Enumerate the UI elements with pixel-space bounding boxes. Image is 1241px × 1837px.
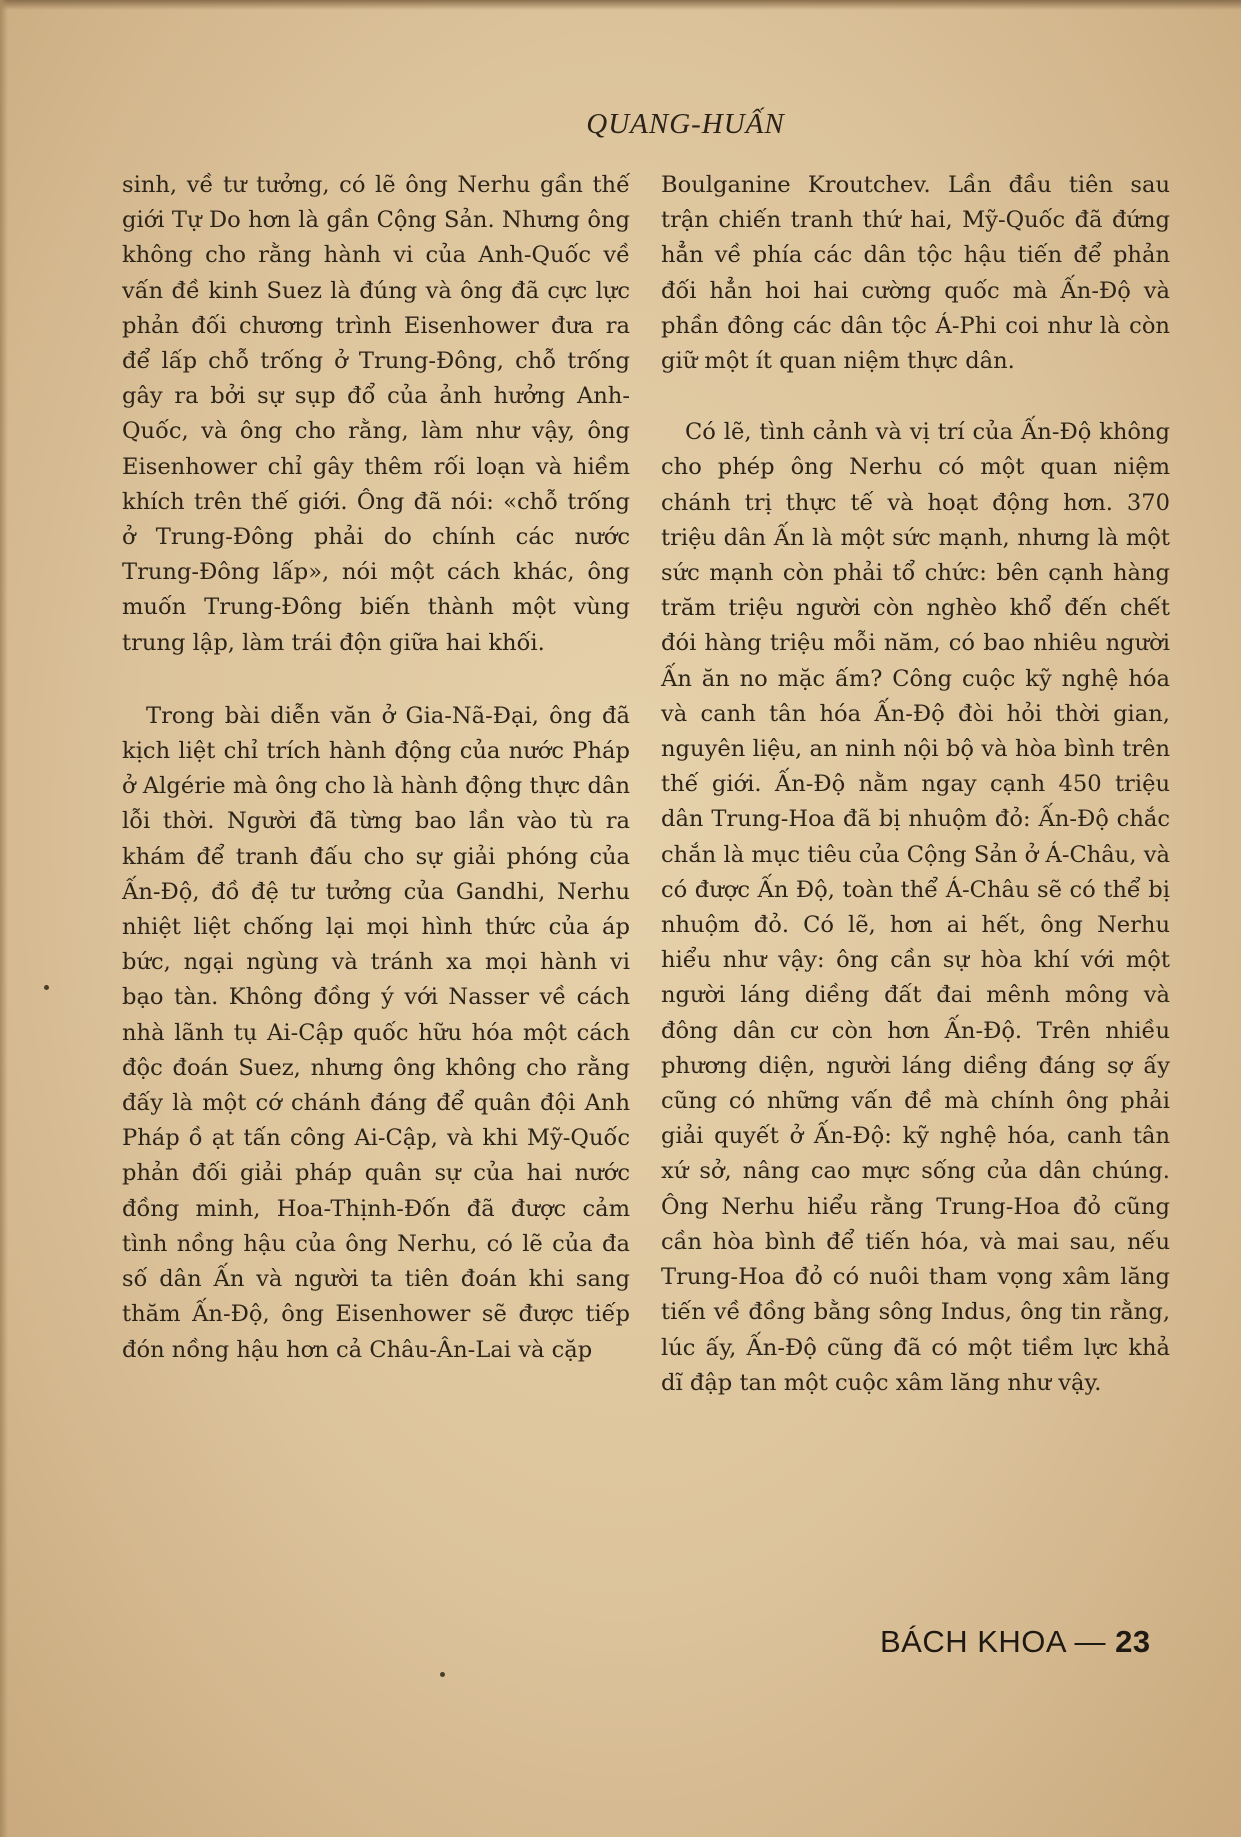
right-text-column xyxy=(661,168,1170,1401)
right-paragraph-2: Có lẽ, tình cảnh và vị trí của Ấn-Độ không cho phép ông Nerhu có một quan niệm chánh trị thực tế và hoạt động hơn. 370 triệu dân Ấn là một sức mạnh, nhưng là một sức mạnh còn phải tổ chức: bên cạnh hàng trăm triệu người còn nghèo khổ đến chết đói hàng triệu mỗi năm, có bao nhiêu người Ấn ăn no mặc ấm? Công cuộc kỹ nghệ hóa và canh tân hóa Ấn-Độ đòi hỏi thời gian, nguyên liệu, an ninh nội bộ và hòa bình trên thế giới. Ấn-Độ nằm ngay cạnh 450 triệu dân Trung-Hoa đã bị nhuộm đỏ: Ấn-Độ chắc chắn là mục tiêu của Cộng Sản ở Á-Châu, và có được Ấn Độ, toàn thể Á-Châu sẽ có thể bị nhuộm đỏ. Có lẽ, hơn ai hết, ông Nerhu hiểu như vậy: ông cần sự hòa khí với một người láng diềng đất đai mênh mông và đông dân cư còn hơn Ấn-Độ. Trên nhiều phương diện, người láng diềng đáng sợ ấy cũng có những vấn đề mà chính ông phải giải quyết ở Ấn-Độ: kỹ nghệ hóa, canh tân xứ sở, nâng cao mực sống của dân chúng. Ông Nerhu hiểu rằng Trung-Hoa đỏ cũng cần hòa bình để tiến hóa, và mai sau, nếu Trung-Hoa đỏ có nuôi tham vọng xâm lăng tiến về đồng bằng sông Indus, ông tin rằng, lúc ấy, Ấn-Độ cũng đã có một tiềm lực khả dĩ đập tan một cuộc xâm lăng như vậy. xyxy=(661,419,1170,1396)
page-footer xyxy=(880,1624,1151,1660)
page-number: 23 xyxy=(1115,1624,1151,1659)
running-head-author: QUANG-HUẤN xyxy=(586,108,785,140)
magazine-name: BÁCH KHOA xyxy=(880,1624,1066,1659)
paragraph-gap xyxy=(122,661,630,699)
left-paragraph-2: Trong bài diễn văn ở Gia-Nã-Đại, ông đã kịch liệt chỉ trích hành động của nước Pháp ở Algérie mà ông cho là hành động thực dân lỗi thời. Người đã từng bao lần vào tù ra khám để tranh đấu cho sự giải phóng của Ấn-Độ, đồ đệ tư tưởng của Gandhi, Nerhu nhiệt liệt chống lại mọi hình thức của áp bức, ngại ngùng và tránh xa mọi hành vi bạo tàn. Không đồng ý với Nasser về cách nhà lãnh tụ Ai-Cập quốc hữu hóa một cách độc đoán Suez, nhưng ông không cho rằng đấy là một cớ chánh đáng để quân đội Anh Pháp ồ ạt tấn công Ai-Cập, và khi Mỹ-Quốc phản đối giải pháp quân sự của hai nước đồng minh, Hoa-Thịnh-Đốn đã được cảm tình nồng hậu của ông Nerhu, có lẽ của đa số dân Ấn và người ta tiên đoán khi sang thăm Ấn-Độ, ông Eisenhower sẽ được tiếp đón nồng hậu hơn cả Châu-Ân-Lai và cặp xyxy=(122,702,630,1363)
footer-dash: — xyxy=(1074,1624,1107,1659)
speck-mark xyxy=(440,1672,445,1677)
right-paragraph-1: Boulganine Kroutchev. Lần đầu tiên sau trận chiến tranh thứ hai, Mỹ-Quốc đã đứng hẳn về phía các dân tộc hậu tiến để phản đối hẳn hoi hai cường quốc mà Ấn-Độ và phần đông các dân tộc Á-Phi coi như là còn giữ một ít quan niệm thực dân. xyxy=(661,172,1170,375)
speck-mark xyxy=(44,985,49,990)
page-left-edge xyxy=(0,0,8,1837)
page-top-edge xyxy=(0,0,1241,10)
left-paragraph-1: sinh, về tư tưởng, có lẽ ông Nerhu gần thế giới Tự Do hơn là gần Cộng Sản. Nhưng ông không cho rằng hành vi của Anh-Quốc về vấn đề kinh Suez là đúng và ông đã cực lực phản đối chương trình Eisenhower đưa ra để lấp chỗ trống ở Trung-Đông, chỗ trống gây ra bởi sự sụp đổ của ảnh hưởng Anh-Quốc, và ông cho rằng, làm như vậy, ông Eisenhower chỉ gây thêm rối loạn và hiềm khích trên thế giới. Ông đã nói: «chỗ trống ở Trung-Đông phải do chính các nước Trung-Đông lấp», nói một cách khác, ông muốn Trung-Đông biến thành một vùng trung lập, làm trái độn giữa hai khối. xyxy=(122,172,630,656)
paragraph-gap xyxy=(661,379,1170,415)
left-text-column xyxy=(122,168,630,1368)
